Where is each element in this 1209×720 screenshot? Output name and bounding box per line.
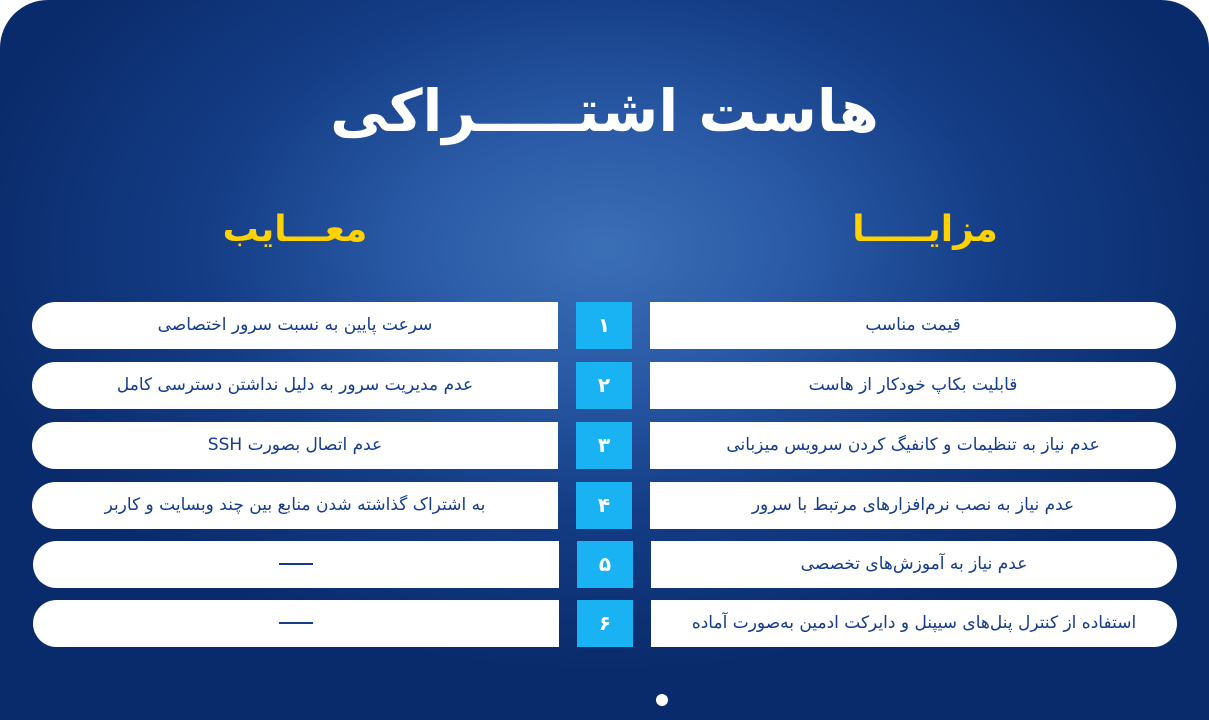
comparison-row — [0, 362, 1209, 409]
cons-heading: معـــایب — [222, 209, 368, 250]
row-number: ۶ — [577, 600, 633, 647]
con-item-empty — [33, 541, 559, 588]
comparison-row — [0, 600, 1209, 647]
con-item: عدم مدیریت سرور به دلیل نداشتن دسترسی کامل — [32, 362, 558, 409]
con-item: سرعت پایین به نسبت سرور اختصاصی — [32, 302, 558, 349]
comparison-row — [0, 302, 1209, 349]
pro-item: عدم نیاز به نصب نرم‌افزارهای مرتبط با سرور — [650, 482, 1176, 529]
pro-item: عدم نیاز به آموزش‌های تخصصی — [651, 541, 1177, 588]
row-number: ۴ — [576, 482, 632, 529]
pro-item: عدم نیاز به تنظیمات و کانفیگ کردن سرویس میزبانی — [650, 422, 1176, 469]
pro-item: استفاده از کنترل پنل‌های سیپنل و دایرکت ادمین به‌صورت آماده — [651, 600, 1177, 647]
con-item: به اشتراک گذاشته شدن منابع بین چند وبسایت و کاربر — [32, 482, 558, 529]
decorative-dot — [656, 694, 668, 706]
comparison-row — [0, 422, 1209, 469]
page-title: هاست اشتـــــراکی — [330, 77, 879, 145]
comparison-row — [0, 482, 1209, 529]
con-item: عدم اتصال بصورت SSH — [32, 422, 558, 469]
row-number: ۳ — [576, 422, 632, 469]
comparison-row — [0, 541, 1209, 588]
pros-heading: مزایـــــا — [852, 209, 998, 250]
pro-item: قابلیت بکاپ خودکار از هاست — [650, 362, 1176, 409]
row-number: ۵ — [577, 541, 633, 588]
empty-dash — [279, 563, 313, 565]
row-number: ۲ — [576, 362, 632, 409]
row-number: ۱ — [576, 302, 632, 349]
empty-dash — [279, 622, 313, 624]
pro-item: قیمت مناسب — [650, 302, 1176, 349]
con-item-empty — [33, 600, 559, 647]
